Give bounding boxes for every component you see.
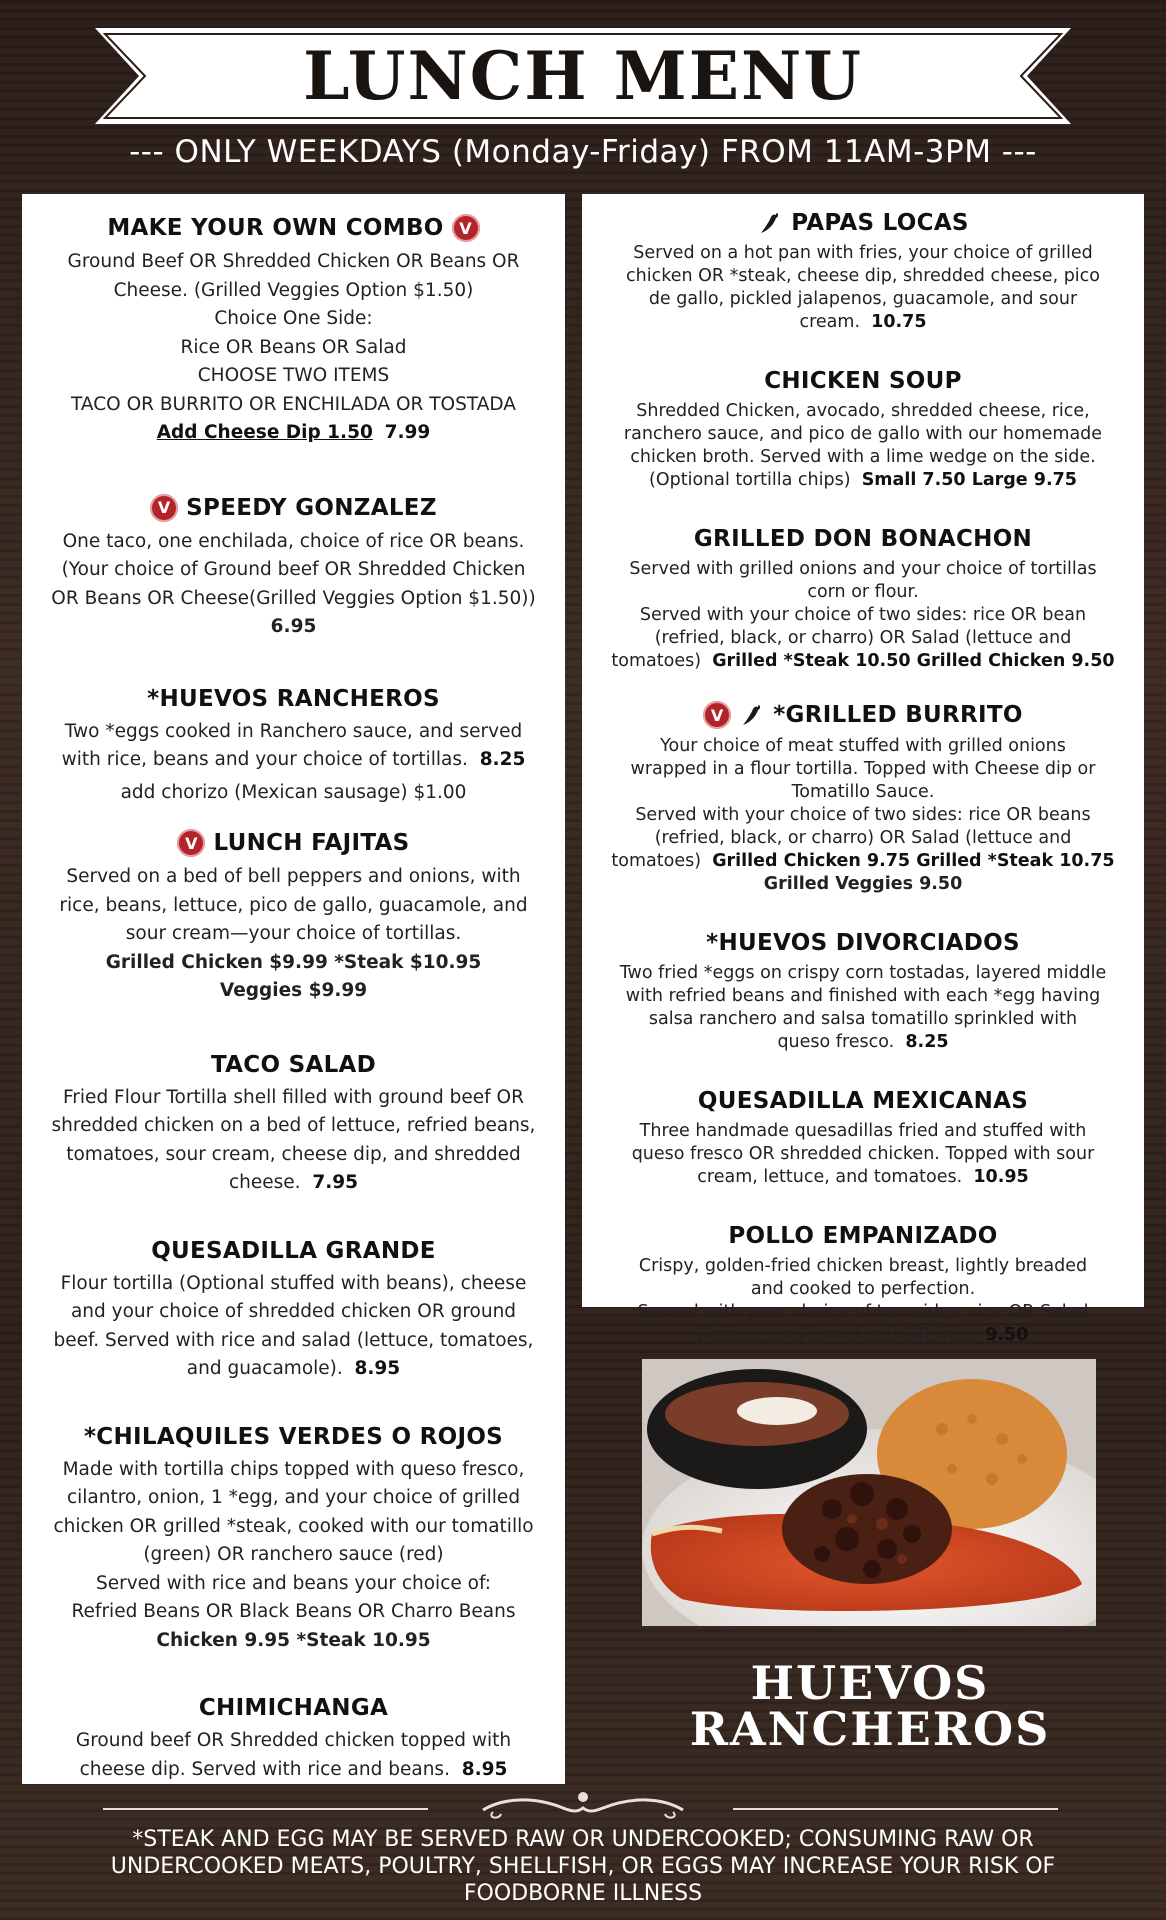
item-desc: beef. Served with rice and salad (lettuce, tomatoes, <box>53 1329 534 1351</box>
item-desc: CHOOSE TWO ITEMS <box>197 365 390 386</box>
spicy-pepper-icon <box>757 210 783 236</box>
menu-item-speedy <box>36 494 551 642</box>
menu-item-chilaquiles <box>36 1424 551 1656</box>
spicy-pepper-icon <box>739 702 765 728</box>
item-desc: Flour tortilla (Optional stuffed with beans), cheese <box>60 1272 527 1294</box>
menu-item-grilled-burrito <box>594 701 1132 896</box>
hours-subtitle: --- ONLY WEEKDAYS (Monday-Friday) FROM 11AM-3PM --- <box>129 134 1037 170</box>
item-desc: with refried beans and finished with each *egg having <box>625 986 1101 1006</box>
item-price: Grilled Veggies 9.50 <box>763 874 963 894</box>
item-desc: Ground Beef OR Shredded Chicken OR Beans OR <box>67 251 520 272</box>
item-price-line: with rice, beans and your choice of tortillas. 8.25 <box>61 749 526 770</box>
footer-divider-right <box>733 1808 1058 1810</box>
item-desc: queso fresco OR shredded chicken. Topped with sour <box>631 1144 1095 1164</box>
photo-caption <box>620 1656 1120 1756</box>
menu-item-quesadilla-mexicanas <box>594 1088 1132 1189</box>
disclaimer-line: UNDERCOOKED MEATS, POULTRY, SHELLFISH, OR EGGS MAY INCREASE YOUR RISK OF <box>110 1854 1056 1879</box>
item-price: 8.95 <box>354 1358 401 1379</box>
huevos-rancheros-photo <box>642 1359 1096 1626</box>
caption-line: HUEVOS <box>750 1656 990 1710</box>
item-desc: (green) OR ranchero sauce (red) <box>143 1544 444 1565</box>
item-desc: Served with grilled onions and your choice of tortillas <box>629 559 1097 579</box>
item-desc: TACO OR BURRITO OR ENCHILADA OR TOSTADA <box>71 393 516 415</box>
item-price-line: tomatoes) Grilled *Steak 10.50 Grilled Chicken 9.50 <box>611 651 1115 671</box>
item-desc: tomatoes, sour cream, cheese dip, and shredded <box>66 1143 521 1165</box>
vegetarian-badge-icon: V <box>177 829 205 857</box>
item-desc: Made with tortilla chips topped with queso fresco, <box>62 1458 525 1480</box>
item-desc: and cooked to perfection. <box>750 1279 976 1299</box>
item-desc: chicken broth. Served with a lime wedge on the side. <box>630 447 1096 467</box>
item-desc: (refried, black, or charro) OR Salad (lettuce and <box>654 828 1072 848</box>
menu-item-chimichanga <box>36 1695 551 1784</box>
item-desc: Tomatillo Sauce. <box>791 782 935 802</box>
item-price-line: cream, lettuce, and tomatoes. 10.95 <box>697 1167 1029 1187</box>
item-desc: shredded chicken on a bed of lettuce, refried beans, <box>51 1115 536 1136</box>
item-price-line: cheese dip. Served with rice and beans. 8.95 <box>79 1758 508 1780</box>
item-title: *HUEVOS RANCHEROS <box>147 685 440 712</box>
item-price: 8.25 <box>479 749 526 770</box>
caption-line: RANCHEROS <box>689 1702 1051 1756</box>
item-title: POLLO EMPANIZADO <box>728 1223 998 1249</box>
item-desc: sour cream—your choice of tortillas. <box>125 923 462 944</box>
item-title: CHICKEN SOUP <box>764 368 962 394</box>
item-desc: Served with your choice of two sides: rice OR beans <box>635 805 1091 825</box>
item-title: CHIMICHANGA <box>198 1695 389 1721</box>
vegetarian-badge-icon: V <box>703 701 731 729</box>
menu-item-huevos-divorciados <box>594 930 1132 1054</box>
vegetarian-badge-icon: V <box>452 214 480 242</box>
item-desc: Choice One Side: <box>214 308 373 329</box>
item-price-line <box>36 419 551 448</box>
item-title: PAPAS LOCAS <box>594 210 1132 236</box>
disclaimer-line: *STEAK AND EGG MAY BE SERVED RAW OR UNDERCOOKED; CONSUMING RAW OR <box>132 1827 1034 1852</box>
menu-item-don-bonachon <box>594 526 1132 673</box>
item-price: 6.95 <box>270 616 317 637</box>
item-desc: Ground beef OR Shredded chicken topped with <box>75 1730 512 1751</box>
menu-item-taco-salad <box>36 1052 551 1198</box>
item-price: Grilled Chicken 9.75 Grilled *Steak 10.75 <box>712 851 1115 871</box>
item-desc: Two fried *eggs on crispy corn tostadas, layered middle <box>619 963 1107 983</box>
menu-item-papas-locas <box>594 210 1132 334</box>
item-desc: Crispy, golden-fried chicken breast, lightly breaded <box>638 1256 1088 1276</box>
item-desc: Served with rice and beans your choice of: <box>95 1572 492 1594</box>
item-desc: Rice OR Beans OR Salad <box>180 336 407 358</box>
item-desc: de gallo, pickled jalapenos, guacamole, and sour <box>648 289 1078 309</box>
menu-title: LUNCH MENU <box>303 37 863 115</box>
item-title: TACO SALAD <box>210 1051 377 1078</box>
item-addon: add chorizo (Mexican sausage) $1.00 <box>120 781 467 803</box>
item-desc: Shredded Chicken, avocado, shredded cheese, rice, <box>636 401 1090 421</box>
item-desc: Fried Flour Tortilla shell filled with ground beef OR <box>63 1086 524 1108</box>
item-price-line: cream. 10.75 <box>799 312 927 332</box>
menu-item-pollo-empanizado <box>594 1223 1132 1347</box>
item-price: Small 7.50 Large 9.75 <box>861 470 1077 490</box>
raw-food-disclaimer <box>40 1826 1126 1907</box>
addon-label: Add Cheese Dip 1.50 <box>156 422 373 443</box>
left-menu-panel <box>22 194 565 1784</box>
item-desc: wrapped in a flour tortilla. Topped with Cheese dip or <box>630 759 1096 779</box>
item-desc: Your choice of meat stuffed with grilled onions <box>660 736 1066 756</box>
food-illustration <box>642 1359 1096 1626</box>
item-desc: cilantro, onion, 1 *egg, and your choice of grilled <box>66 1487 521 1508</box>
item-price-line: (lettuce and tomatoes) OR fries 9.50 <box>697 1325 1029 1345</box>
item-price-line: tomatoes) Grilled Chicken 9.75 Grilled *Steak 10.75 <box>611 851 1115 871</box>
item-price-line: (Optional tortilla chips) Small 7.50 Large 9.75 <box>649 470 1077 490</box>
item-desc: Served with your choice of two sides: rice OR bean <box>639 605 1087 625</box>
item-desc: Served on a bed of bell peppers and onions, with <box>66 866 521 887</box>
item-price: 8.95 <box>461 1758 508 1780</box>
decorative-flourish-icon <box>473 1788 693 1822</box>
item-price: 10.95 <box>973 1167 1029 1187</box>
item-desc: chicken OR *steak, cheese dip, shredded cheese, pico <box>626 266 1100 286</box>
item-title: *CHILAQUILES VERDES O ROJOS <box>83 1423 504 1450</box>
item-title: QUESADILLA MEXICANAS <box>697 1088 1029 1114</box>
item-desc: Served with your choice of two sides: rice OR Salad <box>637 1302 1089 1322</box>
item-title: QUESADILLA GRANDE <box>151 1237 436 1264</box>
item-price-line: and guacamole). 8.95 <box>186 1358 401 1379</box>
item-desc: Two *eggs cooked in Ranchero sauce, and served <box>64 720 523 742</box>
footer-divider-left <box>103 1808 428 1810</box>
item-desc: (Your choice of Ground beef OR Shredded Chicken <box>61 559 526 580</box>
menu-item-quesadilla-grande <box>36 1238 551 1384</box>
item-desc: ranchero sauce, and pico de gallo with our homemade <box>623 424 1103 444</box>
item-price-line: queso fresco. 8.25 <box>777 1032 949 1052</box>
item-price: 7.95 <box>312 1172 358 1193</box>
title-banner <box>95 28 1071 124</box>
item-title: GRILLED DON BONACHON <box>693 526 1033 552</box>
item-price: Grilled *Steak 10.50 Grilled Chicken 9.50 <box>712 651 1115 671</box>
item-title: V SPEEDY GONZALEZ <box>36 494 551 522</box>
item-title: MAKE YOUR OWN COMBO V <box>36 214 551 242</box>
item-desc: Refried Beans OR Black Beans OR Charro Beans <box>71 1601 516 1622</box>
item-desc: and your choice of shredded chicken OR ground <box>70 1301 517 1322</box>
item-title: V LUNCH FAJITAS <box>36 829 551 857</box>
item-price: Veggies $9.99 <box>219 980 368 1001</box>
disclaimer-line: FOODBORNE ILLNESS <box>463 1881 703 1906</box>
item-price: 7.99 <box>384 422 431 443</box>
item-desc: rice, beans, lettuce, pico de gallo, guacamole, and <box>59 894 528 916</box>
menu-item-combo <box>36 214 551 448</box>
item-desc: Served on a hot pan with fries, your choice of grilled <box>633 243 1093 263</box>
item-desc: One taco, one enchilada, choice of rice OR beans. <box>62 530 525 552</box>
item-desc: Three handmade quesadillas fried and stuffed with <box>639 1121 1087 1141</box>
item-title: V *GRILLED BURRITO <box>594 701 1132 729</box>
item-title: *HUEVOS DIVORCIADOS <box>706 930 1020 956</box>
menu-item-fajitas <box>36 829 551 1006</box>
vegetarian-badge-icon: V <box>150 494 178 522</box>
menu-item-chicken-soup <box>594 368 1132 492</box>
menu-item-huevos-rancheros <box>36 686 551 808</box>
right-menu-panel <box>582 194 1144 1345</box>
item-price-line: cheese. 7.95 <box>229 1172 358 1193</box>
item-price: 9.50 <box>985 1325 1029 1345</box>
item-desc: salsa ranchero and salsa tomatillo sprinkled with <box>648 1009 1078 1029</box>
item-desc: Cheese. (Grilled Veggies Option $1.50) <box>113 279 474 301</box>
item-price: Chicken 9.95 *Steak 10.95 <box>156 1629 431 1651</box>
item-price: 8.25 <box>905 1032 949 1052</box>
item-desc: (refried, black, or charro) OR Salad (lettuce and <box>654 628 1072 648</box>
item-desc: OR Beans OR Cheese(Grilled Veggies Option $1.50)) <box>51 587 536 609</box>
item-desc: chicken OR grilled *steak, cooked with our tomatillo <box>53 1515 534 1537</box>
item-price: Grilled Chicken $9.99 *Steak $10.95 <box>105 951 482 973</box>
item-price: 10.75 <box>871 312 927 332</box>
item-desc: corn or flour. <box>807 582 919 602</box>
